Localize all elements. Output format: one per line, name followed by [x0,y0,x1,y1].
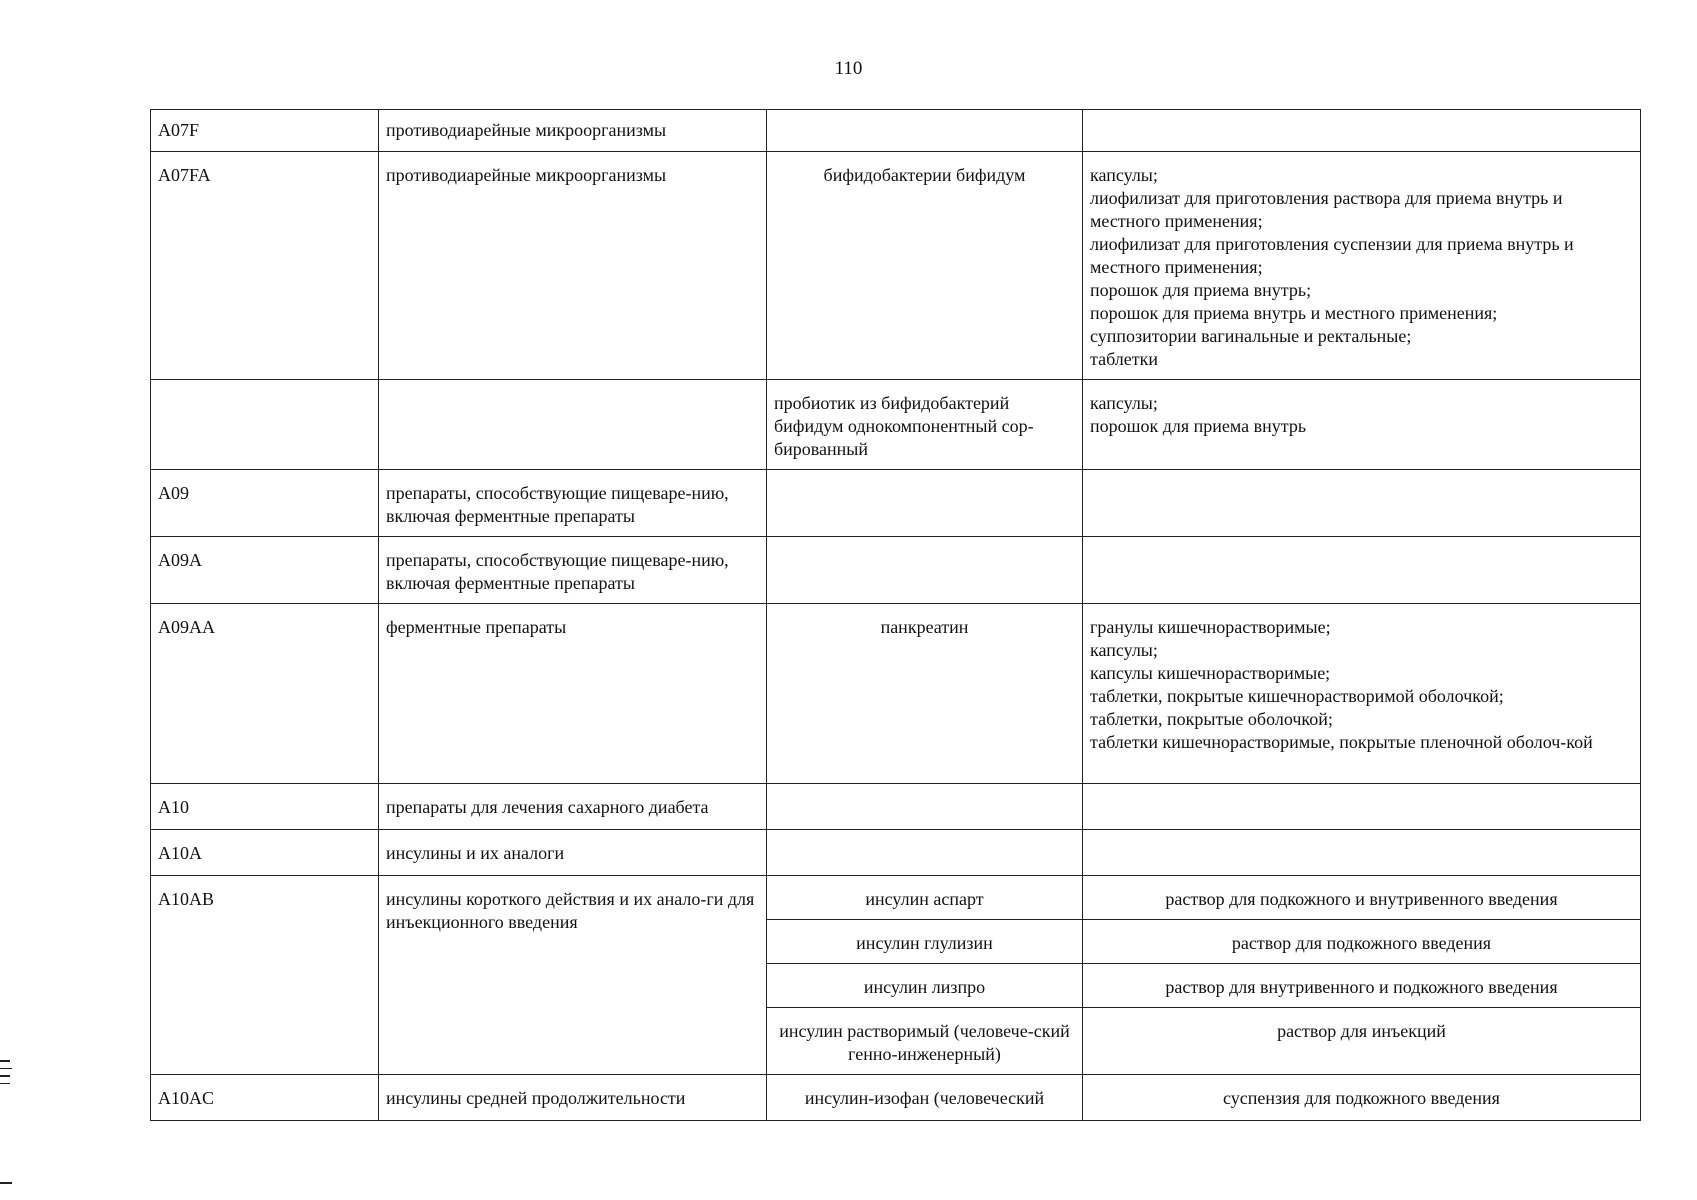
table-row [151,110,1641,152]
drug-name: инсулин растворимый (человече-ский генно-инженерный) [767,1008,1083,1075]
table-row [151,784,1641,830]
atc-code: A09AA [151,604,379,784]
dosage-forms: раствор для внутривенного и подкожного введения [1083,964,1641,1008]
dosage-forms [1083,537,1641,604]
atc-group: инсулины средней продолжительности [379,1075,767,1121]
drug-name: инсулин глулизин [767,920,1083,964]
dosage-forms [1083,110,1641,152]
dosage-forms: раствор для инъекций [1083,1008,1641,1075]
dosage-forms [1083,784,1641,830]
atc-code: A09 [151,470,379,537]
atc-group: инсулины короткого действия и их анало-ги для инъекционного введения [379,876,767,1075]
drug-name: панкреатин [767,604,1083,784]
atc-code: A10AB [151,876,379,1075]
scan-mark [0,1083,10,1085]
dosage-form: капсулы; [1090,165,1158,185]
dosage-form: капсулы; [1090,640,1158,660]
atc-group: противодиарейные микроорганизмы [379,110,767,152]
page-number: 110 [834,58,863,79]
dosage-forms [1083,830,1641,876]
dosage-forms [1083,152,1641,380]
dosage-form: суппозитории вагинальные и ректальные; [1090,326,1412,346]
atc-code: A09A [151,537,379,604]
atc-code: A10AC [151,1075,379,1121]
atc-code [151,380,379,470]
atc-group: ферментные препараты [379,604,767,784]
dosage-form: гранулы кишечнорастворимые; [1090,617,1331,637]
table-row [151,830,1641,876]
table-row [151,876,1641,920]
table-row [151,1075,1641,1121]
scan-mark [0,1060,10,1062]
dosage-forms: раствор для подкожного введения [1083,920,1641,964]
atc-group: препараты для лечения сахарного диабета [379,784,767,830]
dosage-form: капсулы; [1090,393,1158,413]
dosage-form: таблетки кишечнорастворимые, покрытые пленочной оболоч-кой [1090,732,1593,752]
dosage-form: капсулы кишечнорастворимые; [1090,663,1331,683]
dosage-form: лиофилизат для приготовления раствора для приема внутрь и местного применения; [1090,188,1563,231]
dosage-form: порошок для приема внутрь; [1090,280,1312,300]
table-row [151,470,1641,537]
drug-name [767,537,1083,604]
atc-group [379,380,767,470]
atc-group: препараты, способствующие пищеваре-нию, включая ферментные препараты [379,537,767,604]
dosage-form: порошок для приема внутрь и местного применения; [1090,303,1498,323]
drug-name [767,470,1083,537]
drug-name: пробиотик из бифидобактерий бифидум однокомпонентный сор-бированный [767,380,1083,470]
margin-marks [0,1060,14,1090]
drug-table [150,109,1641,1121]
drug-name: инсулин лизпро [767,964,1083,1008]
atc-code: A07FA [151,152,379,380]
drug-name [767,830,1083,876]
table-row [151,152,1641,380]
dosage-form: таблетки, покрытые кишечнорастворимой оболочкой; [1090,686,1504,706]
table-row [151,537,1641,604]
dosage-forms [1083,470,1641,537]
dosage-forms: раствор для подкожного и внутривенного введения [1083,876,1641,920]
dosage-forms [1083,380,1641,470]
scan-mark [0,1075,10,1077]
atc-code: A07F [151,110,379,152]
dosage-forms: суспензия для подкожного введения [1083,1075,1641,1121]
drug-name [767,784,1083,830]
atc-code: A10A [151,830,379,876]
atc-group: противодиарейные микроорганизмы [379,152,767,380]
dosage-form: лиофилизат для приготовления суспензии для приема внутрь и местного применения; [1090,234,1574,277]
atc-group: препараты, способствующие пищеваре-нию, включая ферментные препараты [379,470,767,537]
atc-code: A10 [151,784,379,830]
dosage-form: таблетки [1090,349,1159,369]
scan-mark [0,1068,12,1070]
drug-name [767,110,1083,152]
dosage-form: порошок для приема внутрь [1090,416,1307,436]
drug-name: инсулин-изофан (человеческий [767,1075,1083,1121]
dosage-forms [1083,604,1641,784]
drug-name: инсулин аспарт [767,876,1083,920]
drug-name: бифидобактерии бифидум [767,152,1083,380]
scan-mark [0,1182,12,1184]
dosage-form: таблетки, покрытые оболочкой; [1090,709,1333,729]
atc-group: инсулины и их аналоги [379,830,767,876]
table-row [151,380,1641,470]
table-row [151,604,1641,784]
